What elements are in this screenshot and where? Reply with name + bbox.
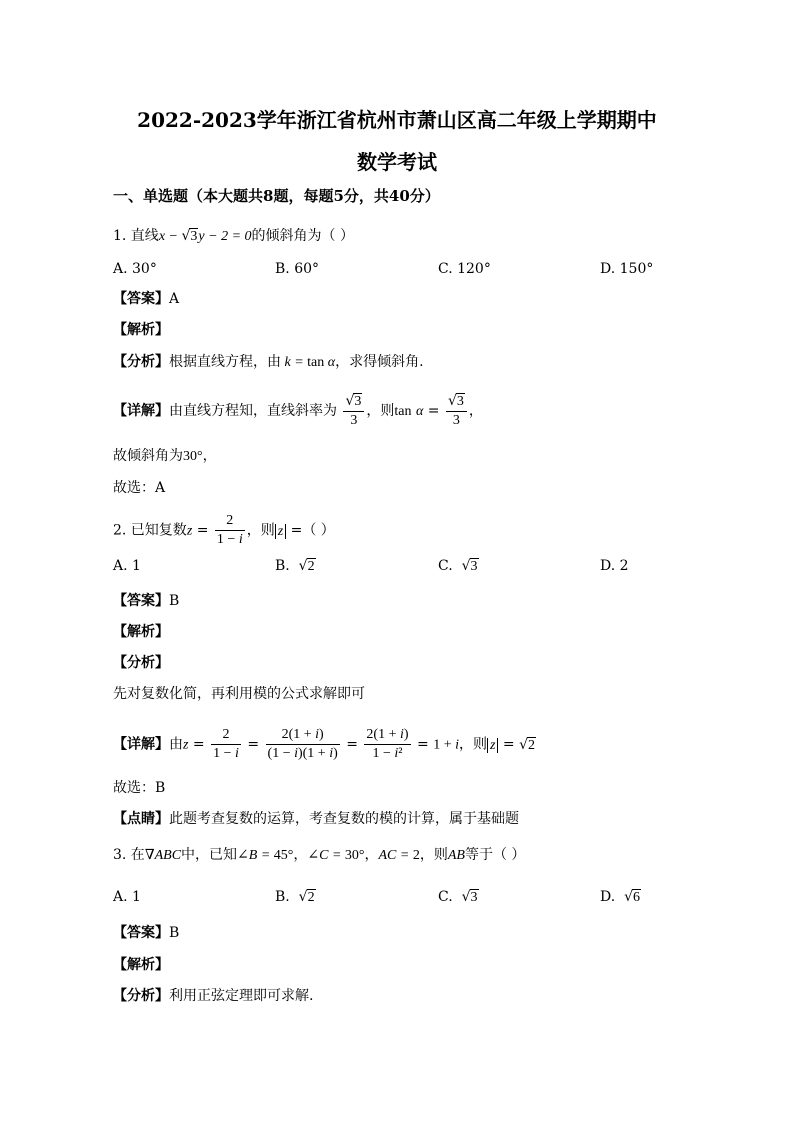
q2-z-fraction: $\frac{2}{1 - i}$	[216, 513, 243, 547]
q2-fenxi-text: 先对复数化简，再利用模的公式求解即可	[113, 686, 365, 702]
q1-choose: 故选：A	[113, 480, 166, 496]
q3-answer: 【答案】B	[113, 925, 180, 941]
q3-option-d: D. √6	[600, 889, 641, 905]
q1-slope-formula: k = tan α	[281, 355, 336, 370]
q3-fenxi: 【分析】利用正弦定理即可求解.	[113, 988, 314, 1004]
q2-option-a: A. 1	[113, 558, 141, 574]
q2-answer: 【答案】B	[113, 593, 180, 609]
q3-stem: 3. 在∇ABC中，已知∠B = 45°，∠C = 30°，AC = 2，则AB等于（ ）	[113, 847, 526, 863]
q2-option-c: C. √3	[438, 558, 478, 574]
q3-option-a: A. 1	[113, 889, 141, 905]
q3-option-c: C. √3	[438, 889, 478, 905]
q1-slope-fraction: $\frac{√3}{3}$	[343, 392, 364, 430]
q1-conclusion: 故倾斜角为30°，	[113, 448, 217, 464]
q2-option-d: D. 2	[600, 558, 629, 574]
q1-fenxi: 【分析】根据直线方程，由 k = tan α，求得倾斜角.	[113, 354, 424, 370]
q2-comment: 【点睛】此题考查复数的运算，考查复数的模的计算，属于基础题	[113, 811, 519, 827]
q1-equation: x − √3y − 2 = 0	[158, 228, 252, 244]
q3-jiexi: 【解析】	[113, 957, 169, 973]
q3-option-b: B. √2	[275, 889, 315, 905]
document-title: 2022-2023学年浙江省杭州市萧山区高二年级上学期期中	[137, 108, 657, 132]
q1-option-d: D. 150°	[600, 261, 654, 277]
q2-fenxi: 【分析】	[113, 655, 169, 671]
q2-detail: 【详解】由z = $\frac{2}{1 - i}$ = $\frac{2(1 + i)}{(1 - i)(1 + i)}$ = $\frac{2(1 + i)}{\text{1 − i²}}$ = 1 + i，则 z = √2	[113, 727, 535, 761]
q1-stem: 1. 直线x − √3y − 2 = 0的倾斜角为（ ）	[113, 228, 354, 244]
q2-option-b: B. √2	[275, 558, 315, 574]
q1-detail: 【详解】由直线方程知，直线斜率为 $\frac{√3}{3}$ ，则tan α = $\frac{√3}{3}$ ，	[113, 393, 483, 428]
q2-choose: 故选：B	[113, 780, 166, 796]
q1-tan-fraction: $\frac{√3}{3}$	[446, 392, 467, 430]
section-heading: 一、单选题（本大题共8题，每题5分，共40分）	[113, 187, 440, 205]
q2-jiexi: 【解析】	[113, 624, 169, 640]
q1-answer: 【答案】A	[113, 291, 180, 307]
document-subtitle: 数学考试	[357, 150, 437, 174]
q1-option-b: B. 60°	[275, 261, 320, 277]
q1-option-c: C. 120°	[438, 261, 491, 277]
q2-stem: 2. 已知复数z = $\frac{2}{1 - i}$ ，则 z =（ ）	[113, 513, 335, 547]
q1-option-a: A. 30°	[113, 261, 157, 277]
q1-jiexi: 【解析】	[113, 322, 169, 338]
